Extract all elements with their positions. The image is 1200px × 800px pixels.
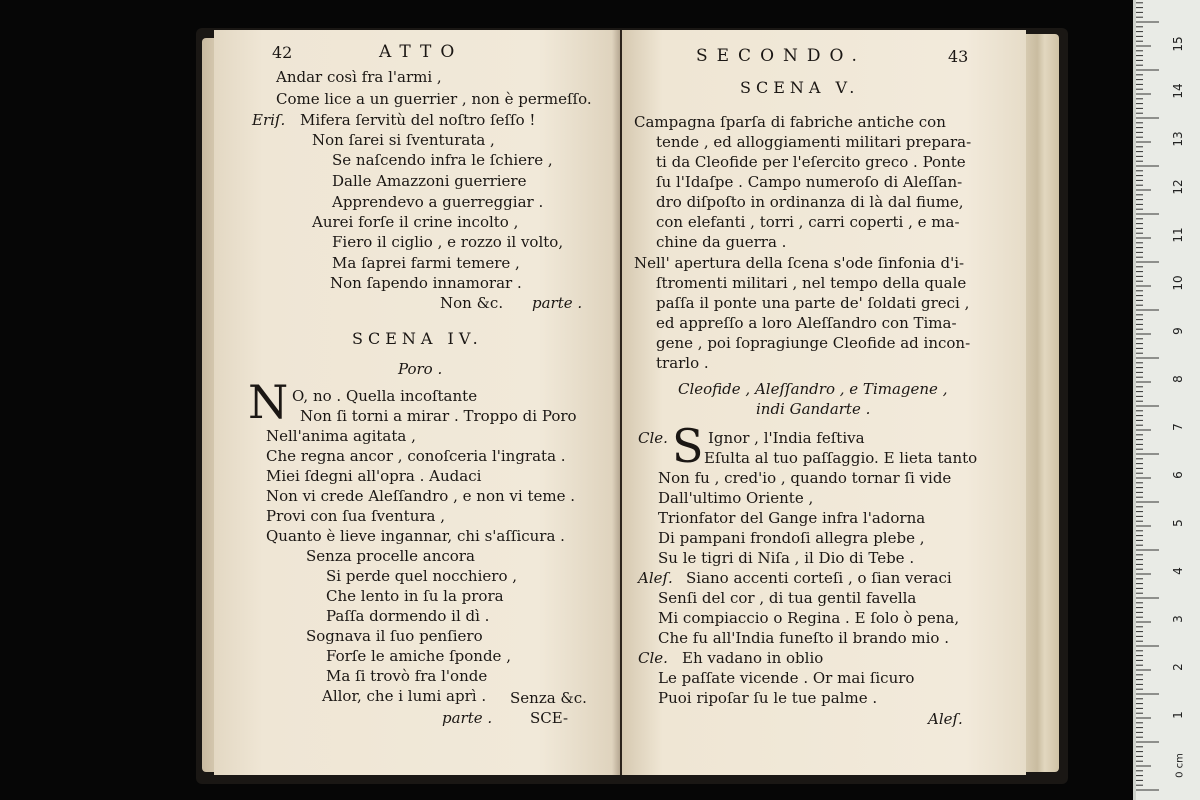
verse-line: Aurei forſe il crine incolto , [312, 213, 519, 231]
verse-line: Forſe le amiche ſponde , [326, 647, 511, 665]
verse-line: O, no . Quella incoſtante [292, 387, 478, 405]
scene-character: Poro . [398, 360, 443, 378]
verse-line: Si perde quel nocchiero , [326, 567, 518, 585]
verse-line: Miei ſdegni all'opra . Audaci [266, 467, 482, 485]
verse-line: Senza procelle ancora [306, 547, 475, 565]
right-page [622, 30, 1026, 775]
verse-line: Non ſi torni a mirar . Troppo di Poro [300, 407, 577, 425]
ruler-label: 15 [1171, 36, 1185, 52]
characters-list: indi Gandarte . [756, 400, 871, 418]
stage-direction-line: trarlo . [656, 354, 709, 372]
stage-direction-line: tende , ed alloggiamenti militari prepara- [656, 133, 972, 151]
right-page-edges [1023, 34, 1059, 772]
verse-line: Che lento in ſu la prora [326, 587, 504, 605]
ruler-label: 9 [1171, 327, 1185, 335]
ruler-label: 11 [1171, 227, 1185, 243]
ruler-label: 0 cm [1174, 753, 1186, 778]
catchword: Aleſ. [928, 710, 963, 728]
ruler-label: 1 [1171, 711, 1185, 719]
drop-cap: S [672, 419, 704, 473]
drop-cap: N [248, 375, 289, 429]
verse-line: Siano accenti corteſi , o ſian veraci [686, 569, 952, 587]
verse-line: Apprendevo a guerreggiar . [332, 193, 544, 211]
verse-line: Dall'ultimo Oriente , [658, 489, 814, 507]
verse-line: Come lice a un guerrier , non è permeſſo. [276, 90, 592, 108]
verse-line: Mifera ſervitù del noſtro ſeſſo ! [300, 111, 536, 129]
ruler-label: 4 [1171, 567, 1185, 575]
verse-line: Fiero il ciglio , e rozzo il volto, [332, 233, 564, 251]
stage-direction-line: dro diſpoſto in ordinanza di là dal fiume, [656, 193, 964, 211]
catchword: SCE- [530, 709, 569, 727]
ruler-label: 2 [1171, 663, 1185, 671]
page-number: 43 [948, 47, 969, 66]
ruler-label: 5 [1171, 519, 1185, 527]
speaker-label: Eriſ. [252, 111, 286, 129]
ruler-label: 8 [1171, 375, 1185, 383]
scene-title: SCENA V. [740, 78, 860, 97]
exit-direction: parte . [442, 709, 493, 727]
stage-direction-line: con elefanti , torri , carri coperti , e ma- [656, 213, 960, 231]
verse-line: Nell'anima agitata , [266, 427, 416, 445]
verse-line: Paſſa dormendo il dì . [326, 607, 490, 625]
ruler-label: 7 [1171, 423, 1185, 431]
scene-title: SCENA IV. [352, 329, 483, 348]
ruler-label: 14 [1171, 83, 1185, 99]
verse-line: Ma ſi trovò fra l'onde [326, 667, 488, 685]
verse-line: Non ſarei si ſventurata , [312, 131, 495, 149]
ruler-label: 12 [1171, 179, 1185, 195]
stage-direction-line: ti da Cleofide per l'eſercito greco . Ponte [656, 153, 966, 171]
running-head: SECONDO. [696, 46, 866, 66]
verse-line: Su le tigri di Niſa , il Dio di Tebe . [658, 549, 915, 567]
verse-line: Le paſſate vicende . Or mai ſicuro [658, 669, 915, 687]
stage-direction-line: ſtromenti militari , nel tempo della quale [656, 274, 967, 292]
stage-direction-line: Nell' apertura della ſcena s'ode ſinfonia d'i- [634, 254, 965, 272]
verse-line: Di pampani frondoſi allegra plebe , [658, 529, 925, 547]
verse-line: Non fu , cred'io , quando tornar ſi vide [658, 469, 952, 487]
aria-repeat: Senza &c. [510, 689, 587, 707]
verse-line: Se naſcendo infra le ſchiere , [332, 151, 553, 169]
exit-direction: parte . [532, 294, 583, 312]
ruler-edge [1133, 0, 1136, 800]
speaker-label: Aleſ. [638, 569, 673, 587]
ruler-label: 6 [1171, 471, 1185, 479]
verse-line: Quanto è lieve ingannar, chi s'aſſicura . [266, 527, 565, 545]
left-page [214, 30, 620, 775]
verse-line: Eſulta al tuo paſſaggio. E lieta tanto [704, 449, 978, 467]
verse-line: Ma ſaprei farmi temere , [332, 254, 520, 272]
stage-direction-line: ſu l'Idaſpe . Campo numeroſo di Aleſſan- [656, 173, 963, 191]
ruler-label: 10 [1171, 275, 1185, 291]
verse-line: Sognava il ſuo penſiero [306, 627, 483, 645]
verse-line: Dalle Amazzoni guerriere [332, 172, 527, 190]
ruler-label: 3 [1171, 615, 1185, 623]
verse-line: Ignor , l'India feſtiva [708, 429, 865, 447]
verse-line: Puoi ripoſar ſu le tue palme . [658, 689, 878, 707]
verse-line: Provi con ſua ſventura , [266, 507, 446, 525]
verse-line: Trionfator del Gange infra l'adorna [658, 509, 926, 527]
page-number: 42 [272, 43, 293, 62]
aria-repeat: Non &c. [440, 294, 504, 312]
verse-line: Senſi del cor , di tua gentil favella [658, 589, 917, 607]
verse-line: Allor, che i lumi aprì . [322, 687, 487, 705]
stage-direction-line: ed appreſſo a loro Aleſſandro con Tima- [656, 314, 957, 332]
speaker-label: Cle. [638, 649, 668, 667]
verse-line: Eh vadano in oblio [682, 649, 824, 667]
verse-line: Non vi crede Aleſſandro , e non vi teme . [266, 487, 575, 505]
speaker-label: Cle. [638, 429, 668, 447]
stage-direction-line: Campagna ſparſa di fabriche antiche con [634, 113, 946, 131]
verse-line: Che regna ancor , conoſceria l'ingrata . [266, 447, 566, 465]
ruler-ticks [1133, 0, 1200, 800]
stage-direction-line: chine da guerra . [656, 233, 787, 251]
verse-line: Non ſapendo innamorar . [330, 274, 522, 292]
verse-line: Che fu all'India funeſto il brando mio . [658, 629, 949, 647]
characters-list: Cleofide , Aleſſandro , e Timagene , [678, 380, 948, 398]
verse-line: Andar così fra l'armi , [276, 68, 442, 86]
ruler-label: 13 [1171, 131, 1185, 147]
running-head: ATTO [379, 42, 464, 62]
verse-line: Mi compiaccio o Regina . E ſolo ò pena, [658, 609, 960, 627]
stage-direction-line: gene , poi ſopragiunge Cleofide ad incon- [656, 334, 971, 352]
stage-direction-line: paſſa il ponte una parte de' ſoldati greci , [656, 294, 970, 312]
measuring-ruler [1133, 0, 1200, 800]
